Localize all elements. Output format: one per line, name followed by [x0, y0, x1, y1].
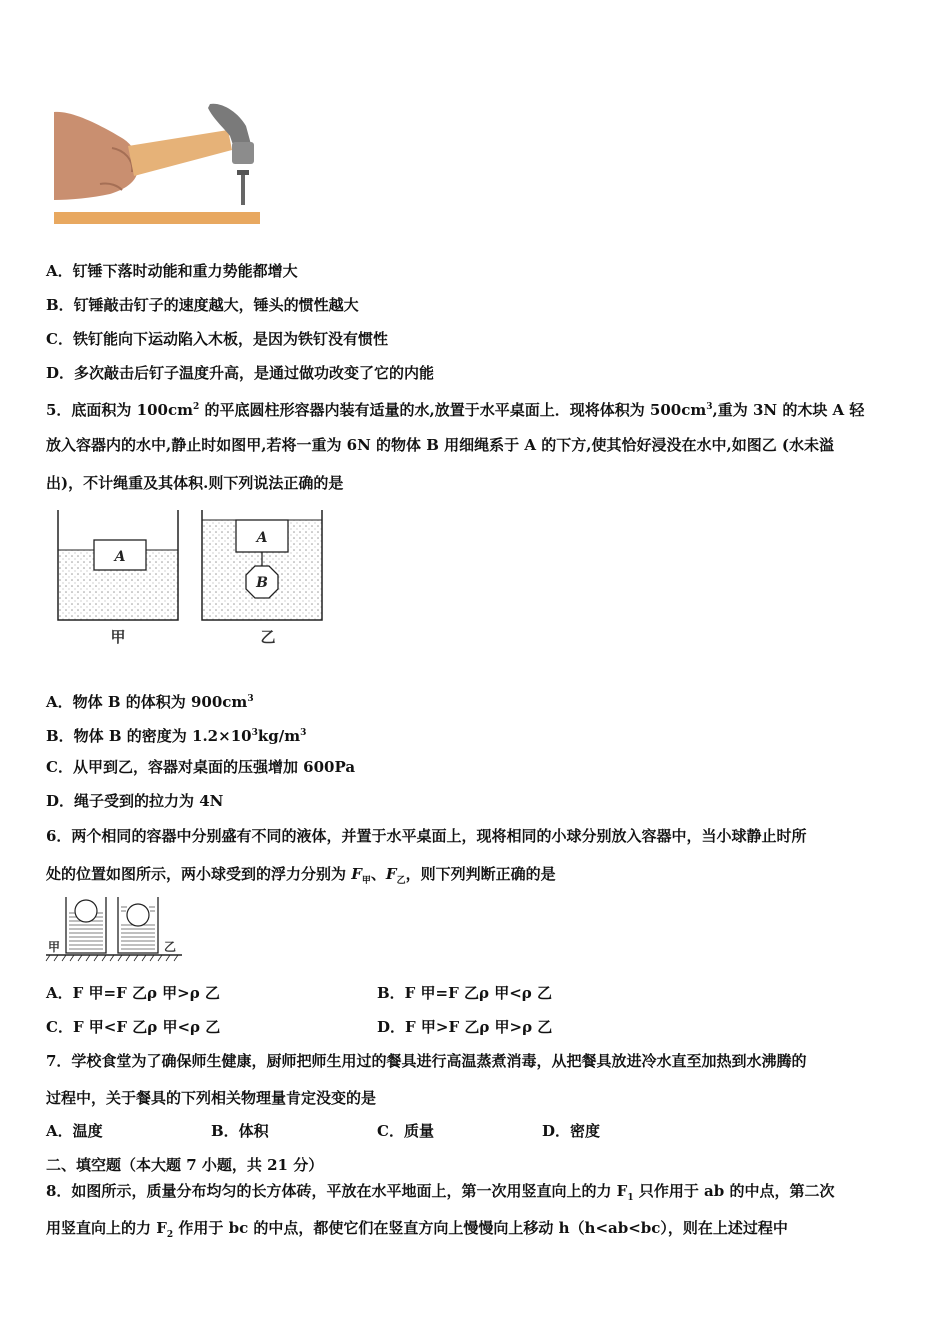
label-a-jia: A: [114, 549, 126, 565]
q7-option-c: C．质量: [377, 1122, 434, 1140]
q6-stem-line1: 6．两个相同的容器中分别盛有不同的液体，并置于水平桌面上，现将相同的小球分别放入容器中，当小球静止时所: [46, 827, 807, 845]
q4-option-a: A．钉锤下落时动能和重力势能都增大: [46, 262, 298, 280]
q5-stem-line2: 放入容器内的水中,静止时如图甲,若将一重为 6N 的物体 B 用细绳系于 A 的下方,使其恰好浸没在水中,如图乙 (水未溢: [46, 436, 835, 454]
q5-option-d: D．绳子受到的拉力为 4N: [46, 792, 224, 810]
q6-option-d: D．F 甲>F 乙ρ 甲>ρ 乙: [377, 1018, 553, 1036]
q6-stem-line2: 处的位置如图所示，两小球受到的浮力分别为 $F_甲$、$F_乙$，则下列判断正确的是: [46, 865, 556, 886]
q4-option-d: D．多次敲击后钉子温度升高，是通过做功改变了它的内能: [46, 364, 435, 382]
q8-stem-line1: 8．如图所示，质量分布均匀的长方体砖，平放在水平地面上，第一次用竖直向上的力 $F_1$ 只作用于 ab 的中点，第二次: [46, 1182, 835, 1203]
label-b: B: [256, 575, 268, 591]
wood-board: [54, 212, 260, 224]
q5-container-figure: [52, 506, 332, 648]
q8-stem-line2: 用竖直向上的力 $F_2$ 作用于 bc 的中点，都使它们在竖直方向上慢慢向上移动 h（h<ab<bc），则在上述过程中: [46, 1219, 788, 1240]
q7-option-a: A．温度: [46, 1122, 103, 1140]
beaker-label-jia: 甲: [48, 940, 61, 954]
q5-stem-line3: 出)，不计绳重及其体积.则下列说法正确的是: [46, 474, 344, 492]
q7-stem-line1: 7．学校食堂为了确保师生健康，厨师把师生用过的餐具进行高温蒸煮消毒，从把餐具放进冷水直至加热到水沸腾的: [46, 1052, 807, 1070]
q6-beakers-figure: [44, 893, 184, 963]
label-a-yi: A: [256, 530, 268, 546]
q7-option-b: B．体积: [211, 1122, 269, 1140]
q7-option-d: D．密度: [542, 1122, 601, 1140]
caption-jia: 甲: [110, 628, 126, 646]
q4-option-c: C．铁钉能向下运动陷入木板，是因为铁钉没有惯性: [46, 330, 388, 348]
q6-option-a: A．F 甲=F 乙ρ 甲>ρ 乙: [46, 984, 220, 1002]
q5-option-c: C．从甲到乙，容器对桌面的压强增加 600Pa: [46, 758, 356, 776]
q7-stem-line2: 过程中，关于餐具的下列相关物理量肯定没变的是: [46, 1089, 377, 1107]
q6-option-c: C．F 甲<F 乙ρ 甲<ρ 乙: [46, 1018, 221, 1036]
beaker-label-yi: 乙: [164, 940, 177, 954]
ball-jia: [75, 900, 97, 922]
section-title: 二、填空题（本大题 7 小题，共 21 分）: [46, 1156, 324, 1174]
nail: [241, 175, 245, 205]
q5-stem-line1: 5．底面积为 $100cm^2$ 的平底圆柱形容器内装有适量的水,放置于水平桌面上．现将体积为 $500cm^3$,重为 3N 的木块 A 轻: [46, 401, 865, 419]
caption-yi: 乙: [260, 628, 276, 646]
hammer-handle: [128, 130, 232, 176]
ball-yi: [127, 904, 149, 926]
q6-option-b: B．F 甲=F 乙ρ 甲<ρ 乙: [377, 984, 552, 1002]
q5-option-b: B．物体 B 的密度为 $1.2\times 10^3kg/m^3$: [46, 727, 307, 745]
q5-option-a: A．物体 B 的体积为 $900cm^3$: [46, 693, 254, 711]
q4-option-b: B．钉锤敲击钉子的速度越大，锤头的惯性越大: [46, 296, 359, 314]
hammer-nail-figure: [52, 98, 267, 232]
